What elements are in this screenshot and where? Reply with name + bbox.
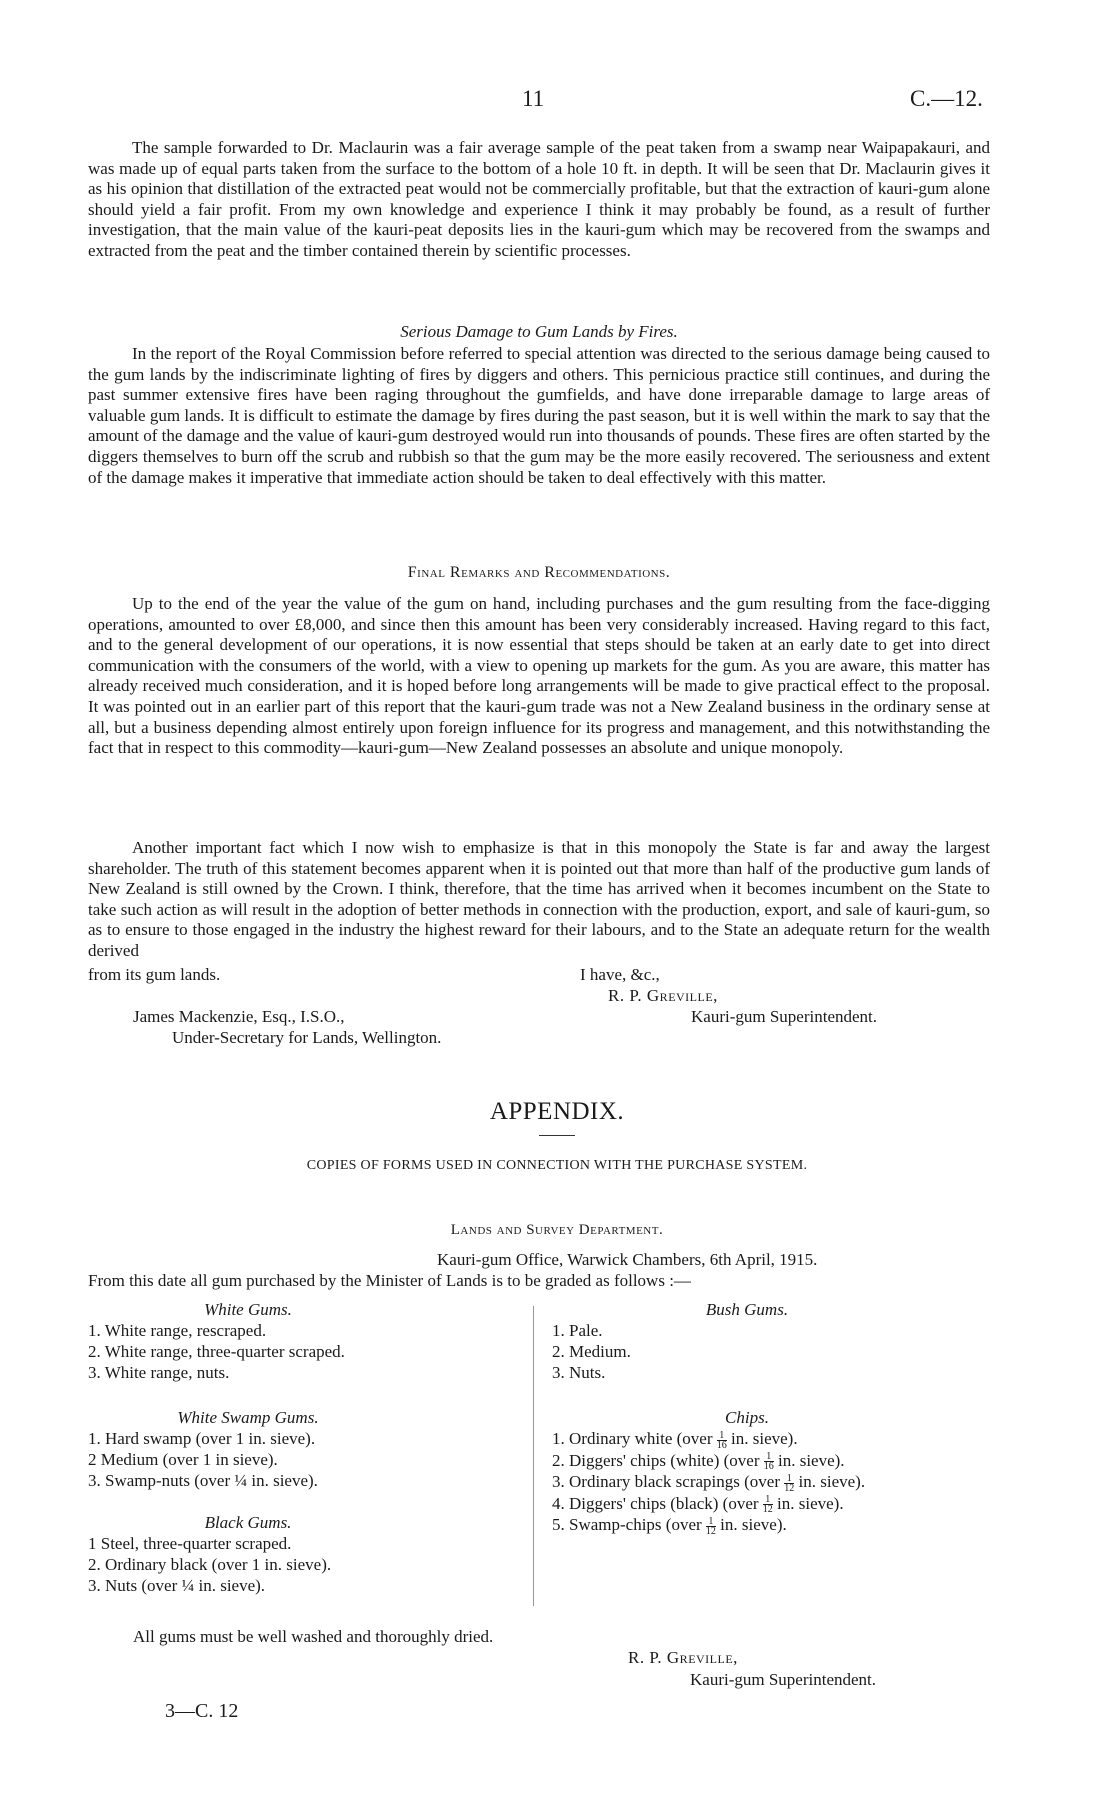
- sieve-fraction: [706, 1517, 716, 1536]
- fraction-denominator: 12: [705, 1525, 716, 1537]
- sieve-fraction: [764, 1452, 774, 1471]
- list-item: 1. White range, rescraped.: [88, 1321, 267, 1340]
- bush-gums-title: Bush Gums.: [705, 1300, 789, 1319]
- bush-gums-section: [552, 1300, 972, 1383]
- fraction-numerator: 1: [764, 1452, 774, 1462]
- list-item-text: in. sieve).: [773, 1450, 845, 1470]
- list-item-text: in. sieve).: [715, 1515, 787, 1535]
- appendix-signature-title: Kauri-gum Superintendent.: [690, 1670, 877, 1689]
- list-item: 3. Nuts (over ¼ in. sieve).: [88, 1576, 266, 1595]
- column-divider: [533, 1306, 534, 1606]
- page-number: 11: [522, 86, 545, 111]
- list-item: [552, 1514, 972, 1536]
- list-item-text: in. sieve).: [772, 1493, 844, 1513]
- grading-intro: From this date all gum purchased by the Minister of Lands is to be graded as follows :—: [88, 1271, 691, 1290]
- list-item-text: 2. Diggers' chips (white) (over: [552, 1450, 764, 1470]
- document-reference: C.—12.: [910, 86, 983, 111]
- white-gums-list: [88, 1320, 518, 1383]
- appendix-subtitle: COPIES OF FORMS USED IN CONNECTION WITH THE PURCHASE SYSTEM.: [306, 1158, 808, 1173]
- paragraph-fire-damage: In the report of the Royal Commission before referred to special attention was directed to the serious damage being caused to the gum lands by the indiscriminate lighting of fires by diggers and others. This pernicious practice still continues, and during the past summer extensive fires have been raging throughout the gumfields, and have done irreparable damage to large areas of valuable gum lands. It is difficult to estimate the damage by fires during the past season, but it is well within the mark to say that the amount of the damage and the value of kauri-gum destroyed would run into thousands of pounds. These fires are often started by the diggers themselves to burn off the scrub and rubbish so that the gum may be the more easily recovered. The seriousness and extent of the damage makes it imperative that immediate action should be taken to deal effectively with this matter.: [88, 344, 990, 487]
- washing-note: All gums must be well washed and thoroughly dried.: [133, 1627, 494, 1646]
- white-swamp-gums-list: [88, 1428, 518, 1491]
- heading-fire-damage: Serious Damage to Gum Lands by Fires.: [400, 322, 678, 341]
- list-item-text: in. sieve).: [726, 1429, 798, 1448]
- list-item: 3. Swamp-nuts (over ¼ in. sieve).: [88, 1471, 318, 1490]
- paragraph-state-monopoly: Another important fact which I now wish to emphasize is that in this monopoly the State is far and away the largest shareholder. The truth of this statement becomes apparent when it is pointed out that more than half of the productive gum lands of New Zealand is still owned by the Crown. I think, therefore, that the time has arrived when it becomes incumbent on the State to take such action as will result in the adoption of better methods in connection with the production, export, and sale of kauri-gum, so as to ensure to those engaged in the industry the highest reward for their labours, and to the State an adequate return for the wealth derived: [88, 838, 990, 960]
- list-item: 3. White range, nuts.: [88, 1363, 230, 1382]
- closing-i-have: I have, &c.,: [580, 965, 660, 984]
- fraction-numerator: 1: [706, 1517, 716, 1527]
- list-item: 1. Pale.: [552, 1321, 603, 1340]
- list-item: 2. White range, three-quarter scraped.: [88, 1342, 345, 1361]
- list-item: 1. Hard swamp (over 1 in. sieve).: [88, 1429, 316, 1448]
- white-swamp-gums-section: [88, 1408, 518, 1491]
- list-item: 2. Ordinary black (over 1 in. sieve).: [88, 1555, 332, 1574]
- chips-title: Chips.: [725, 1408, 769, 1427]
- chips-list: [552, 1428, 972, 1536]
- closing-last-line: from its gum lands.: [88, 965, 221, 984]
- heading-final-remarks: Final Remarks and Recommendations.: [407, 564, 671, 581]
- bush-gums-list: [552, 1320, 972, 1383]
- fraction-denominator: 16: [763, 1461, 774, 1473]
- fraction-numerator: 1: [763, 1495, 773, 1505]
- chips-section: [552, 1408, 972, 1536]
- list-item-text: 4. Diggers' chips (black) (over: [552, 1493, 763, 1513]
- sieve-fraction: [763, 1495, 773, 1514]
- list-item-text: in. sieve).: [794, 1472, 866, 1492]
- list-item: [552, 1493, 972, 1515]
- signature-name: R. P. Greville,: [608, 986, 718, 1005]
- list-item: 3. Nuts.: [552, 1363, 606, 1382]
- list-item: 2 Medium (over 1 in sieve).: [88, 1450, 278, 1469]
- black-gums-title: Black Gums.: [204, 1513, 292, 1532]
- sieve-fraction: [717, 1431, 727, 1450]
- white-gums-title: White Gums.: [204, 1300, 292, 1319]
- black-gums-list: [88, 1533, 518, 1596]
- fraction-numerator: 1: [717, 1431, 727, 1441]
- signature-title: Kauri-gum Superintendent.: [691, 1007, 878, 1026]
- appendix-title: APPENDIX.: [489, 1098, 625, 1125]
- paragraph-peat-sample: The sample forwarded to Dr. Maclaurin was a fair average sample of the peat taken from a swamp near Waipapakauri, and was made up of equal parts taken from the surface to the bottom of a hole 10 ft. in depth. It will be seen that Dr. Maclaurin gives it as his opinion that distillation of the extracted peat would not be commercially profitable, but that the extraction of kauri-gum alone should yield a fair profit. From my own knowledge and experience I think it may probably be found, as a result of further investigation, that the main value of the kauri-peat deposits lies in the kauri-gum which may be recovered from the swamps and extracted from the peat and the timber contained therein by scientific processes.: [88, 138, 990, 260]
- appendix-divider: [539, 1135, 575, 1136]
- appendix-signature-name: R. P. Greville,: [628, 1648, 738, 1667]
- list-item: [552, 1428, 972, 1450]
- white-gums-section: [88, 1300, 518, 1383]
- black-gums-section: [88, 1513, 518, 1596]
- list-item-text: 1. Ordinary white (over: [552, 1429, 717, 1448]
- paragraph-gum-markets: Up to the end of the year the value of the gum on hand, including purchases and the gum resulting from the face-digging operations, amounted to over £8,000, and since then this amount has been very considerably increased. Having regard to this fact, and to the general development of our operations, it is now essential that steps should be taken at an early date to get into direct communication with the consumers of the world, with a view to opening up markets for the gum. As you are aware, this matter has already received much consideration, and it is hoped before long arrangements will be made to give practical effect to the proposal. It was pointed out in an earlier part of this report that the kauri-gum trade was not a New Zealand business in the ordinary sense at all, but a business depending almost entirely upon foreign influence for its progress and management, and this notwithstanding the fact that in respect to this commodity—kauri-gum—New Zealand possesses an absolute and unique monopoly.: [88, 594, 990, 758]
- addressee-office: Under-Secretary for Lands, Wellington.: [172, 1028, 442, 1047]
- fraction-denominator: 16: [716, 1439, 727, 1451]
- list-item-text: 5. Swamp-chips (over: [552, 1515, 706, 1535]
- fraction-denominator: 12: [762, 1504, 773, 1516]
- fraction-numerator: 1: [784, 1474, 794, 1484]
- list-item: 2. Medium.: [552, 1342, 631, 1361]
- department-name: Lands and Survey Department.: [450, 1222, 664, 1238]
- white-swamp-gums-title: White Swamp Gums.: [177, 1408, 319, 1427]
- list-item: [552, 1450, 972, 1472]
- list-item-text: 3. Ordinary black scrapings (over: [552, 1472, 785, 1492]
- addressee-name: James Mackenzie, Esq., I.S.O.,: [133, 1007, 345, 1026]
- list-item: [552, 1471, 972, 1493]
- list-item: 1 Steel, three-quarter scraped.: [88, 1534, 292, 1553]
- fraction-denominator: 12: [784, 1482, 795, 1494]
- office-address-date: Kauri-gum Office, Warwick Chambers, 6th April, 1915.: [437, 1250, 818, 1269]
- sieve-fraction: [784, 1474, 794, 1493]
- sheet-reference: 3—C. 12: [165, 1700, 239, 1722]
